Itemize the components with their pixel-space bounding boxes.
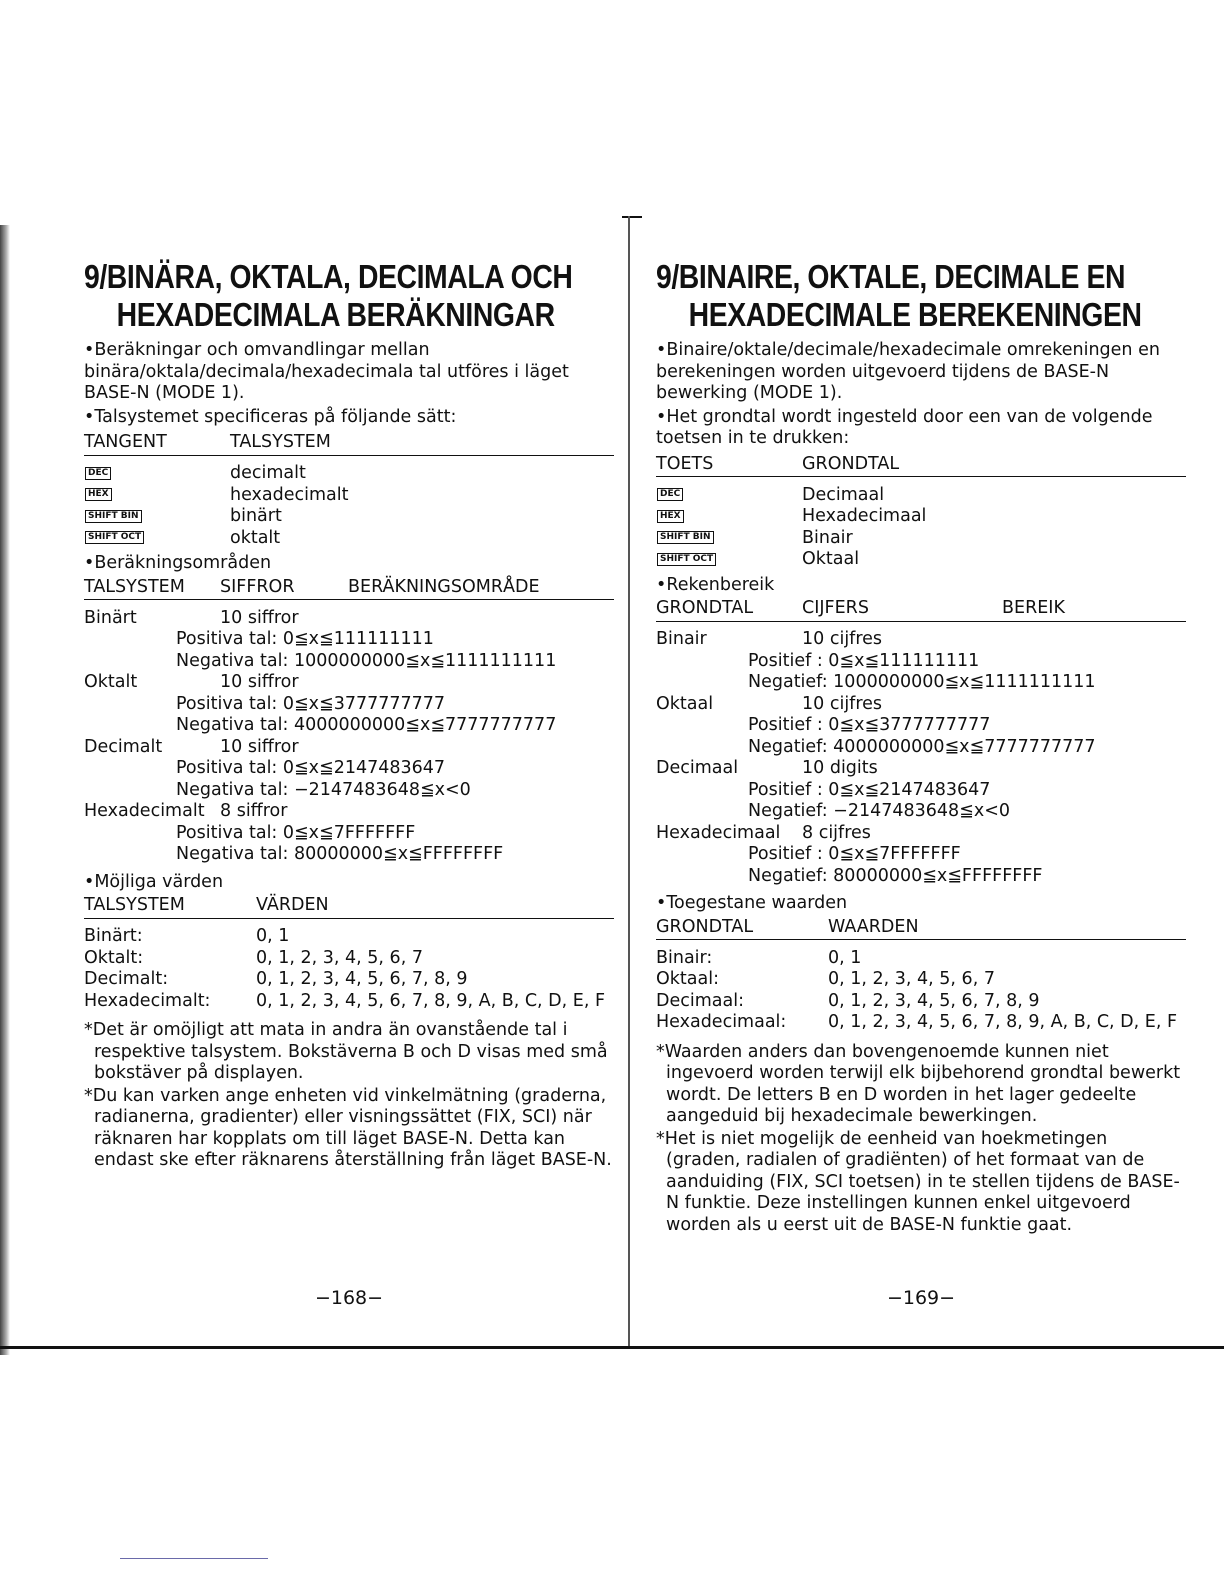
range-negative: Negativa tal: −2147483648≦x<0 <box>176 779 471 800</box>
cell: 0, 1, 2, 3, 4, 5, 6, 7, 8, 9 <box>828 990 1040 1011</box>
cell: Oktalt: <box>84 947 144 968</box>
page-left <box>84 258 614 1309</box>
col-header: BEREIK <box>1002 598 1065 618</box>
dec-key-icon: DEC <box>85 467 111 480</box>
cell: 0, 1 <box>828 947 862 968</box>
range-positive: Positief : 0≦x≦7FFFFFFF <box>748 844 961 864</box>
cell: Oktalt <box>84 672 138 692</box>
note-paragraph: *Het is niet mogelijk de eenheid van hoekmetingen (graden, radialen of gradiënten) of het formaat van de aanduiding (FIX, SCI toetsen) in te stellen tijdens de BASE-N funktie. Deze instellingen kunnen enkel uitgevoerd worden als u eerst uit de BASE-N funktie gaat. <box>656 1128 1180 1235</box>
shift-oct-key-icon: SHIFT OCT <box>657 553 716 566</box>
col-header: BERÄKNINGSOMRÅDE <box>348 576 540 597</box>
cell: Decimaal <box>656 758 739 778</box>
notes <box>84 1020 614 1172</box>
cell: Binärt <box>84 607 137 628</box>
title-line-2: HEXADECIMALA BERÄKNINGAR <box>116 296 555 333</box>
col-header: VÄRDEN <box>256 895 329 915</box>
values-table <box>656 915 1186 1034</box>
values-title: •Möjliga värden <box>84 871 224 892</box>
intro-paragraph-2: •Het grondtal wordt ingesteld door een van de volgende toetsen in te drukken: <box>656 406 1153 448</box>
intro-text: •Binaire/oktale/decimale/hexadecimale omrekeningen en berekeningen worden uitgevoerd tijdens de BASE-N bewerking <box>656 340 1160 403</box>
table-row <box>656 948 1186 970</box>
table-row <box>656 969 1186 991</box>
page-title <box>84 258 573 334</box>
keys-table <box>84 430 614 549</box>
col-header: GRONDTAL <box>656 598 754 618</box>
cell: decimalt <box>230 463 306 483</box>
table-row <box>656 528 1186 550</box>
cell: Binair: <box>656 947 713 968</box>
crop-mark <box>622 216 642 218</box>
cell: Hexadecimalt: <box>84 990 211 1011</box>
page-title <box>656 258 1142 334</box>
cell: Decimalt: <box>84 969 169 989</box>
table-row <box>84 528 614 550</box>
shift-bin-key-icon: SHIFT BIN <box>85 510 142 523</box>
range-negative: Negatief: 80000000≦x≦FFFFFFFF <box>748 865 1043 886</box>
cell: Hexadecimaal <box>802 506 927 526</box>
col-header: TALSYSTEM <box>230 432 331 452</box>
cell: 10 digits <box>802 758 878 778</box>
cell: 10 siffror <box>220 672 299 692</box>
dec-key-icon: DEC <box>657 488 683 501</box>
cell: 0, 1, 2, 3, 4, 5, 6, 7 <box>828 969 995 989</box>
page-number: −169− <box>886 1287 956 1309</box>
title-line-2: HEXADECIMALE BEREKENINGEN <box>688 296 1142 333</box>
cell: oktalt <box>230 527 281 548</box>
scan-binding-edge <box>0 225 10 1355</box>
intro <box>656 340 1186 450</box>
table-row <box>84 926 614 948</box>
ranges-table <box>656 596 1186 887</box>
table-row <box>656 823 1186 845</box>
cell: Hexadecimaal: <box>656 1012 787 1032</box>
cell: Binair <box>802 527 853 548</box>
cell: Oktaal: <box>656 969 719 989</box>
cell: hexadecimalt <box>230 484 349 505</box>
cell: 0, 1, 2, 3, 4, 5, 6, 7, 8, 9, A, B, C, D, E, F <box>256 990 606 1011</box>
table-row <box>656 506 1186 528</box>
cell: 10 siffror <box>220 736 299 757</box>
col-header: CIJFERS <box>802 598 869 618</box>
col-header: TANGENT <box>84 432 167 452</box>
table-row <box>656 485 1186 507</box>
table-row <box>84 506 614 528</box>
table-row <box>656 694 1186 716</box>
cell: Binärt: <box>84 926 143 946</box>
intro-paragraph <box>656 340 1186 405</box>
table-row <box>656 758 1186 780</box>
hex-key-icon: HEX <box>657 510 684 523</box>
cell: 10 cijfres <box>802 693 883 714</box>
notes <box>656 1042 1186 1237</box>
table-row <box>84 608 614 630</box>
table-row <box>656 1012 1186 1034</box>
note-paragraph: *Du kan varken ange enheten vid vinkelmätning (graderna, radianerna, gradienter) eller visningssättet (FIX, SCI) när räknaren har kopplats om till läget BASE-N. Detta kan endast ske efter räknarens återställning från läget BASE-N. <box>84 1085 612 1170</box>
mode-key-sequence: (MODE 1). <box>752 383 843 403</box>
range-positive: Positiva tal: 0≦x≦111111111 <box>176 629 434 649</box>
cell: 0, 1, 2, 3, 4, 5, 6, 7 <box>256 947 423 968</box>
table-row <box>84 737 614 759</box>
shift-oct-key-icon: SHIFT OCT <box>85 531 144 544</box>
col-header: WAARDEN <box>828 916 919 937</box>
range-negative: Negativa tal: 4000000000≦x≦7777777777 <box>176 715 557 735</box>
range-negative: Negatief: 1000000000≦x≦1111111111 <box>748 672 1096 692</box>
ranges-table <box>84 575 614 866</box>
keys-table <box>656 452 1186 571</box>
ranges-title: •Rekenbereik <box>656 574 775 595</box>
col-header: TALSYSTEM <box>84 576 185 597</box>
range-positive: Positief : 0≦x≦111111111 <box>748 650 980 671</box>
table-row <box>84 463 614 485</box>
range-negative: Negativa tal: 1000000000≦x≦1111111111 <box>176 650 557 671</box>
cell: Decimalt <box>84 736 163 757</box>
note-paragraph: *Det är omöjligt att mata in andra än ovanstående tal i respektive talsystem. Bokstäverna B och D visas med små bokstäver på displayen. <box>84 1020 608 1083</box>
cell: 10 cijfres <box>802 629 883 649</box>
intro <box>84 340 614 428</box>
cell: 8 siffror <box>220 801 288 821</box>
intro-paragraph-2: •Talsystemet specificeras på följande sätt: <box>84 406 457 427</box>
col-header: GRONDTAL <box>656 916 754 937</box>
table-row <box>656 549 1186 571</box>
cell: Decimaal: <box>656 990 744 1011</box>
cell: Binair <box>656 629 707 649</box>
cell: 8 cijfres <box>802 822 871 843</box>
center-fold-line <box>628 216 630 1346</box>
range-positive: Positief : 0≦x≦2147483647 <box>748 779 991 800</box>
shift-bin-key-icon: SHIFT BIN <box>657 531 714 544</box>
range-negative: Negativa tal: 80000000≦x≦FFFFFFFF <box>176 844 504 864</box>
values-table <box>84 893 614 1012</box>
values-title: •Toegestane waarden <box>656 893 848 913</box>
table-row <box>656 991 1186 1013</box>
range-positive: Positief : 0≦x≦3777777777 <box>748 715 991 735</box>
table-row <box>84 485 614 507</box>
mode-key-sequence: (MODE 1). <box>155 383 245 403</box>
cell: 0, 1 <box>256 926 290 946</box>
range-negative: Negatief: −2147483648≦x<0 <box>748 801 1010 821</box>
cell: Hexadecimalt <box>84 801 205 821</box>
cell: 0, 1, 2, 3, 4, 5, 6, 7, 8, 9 <box>256 969 468 989</box>
note-paragraph: *Waarden anders dan bovengenoemde kunnen niet ingevoerd worden terwijl elk bijbehorend grondtal bewerkt wordt. De letters B en D worden in het lager gedeelte aangeduid bij hexadecimale bewerkingen. <box>656 1041 1181 1126</box>
table-row <box>84 801 614 823</box>
title-line-1: 9/BINÄRA, OKTALA, DECIMALA OCH <box>84 258 573 295</box>
range-positive: Positiva tal: 0≦x≦2147483647 <box>176 758 446 778</box>
table-row <box>84 969 614 991</box>
cell: binärt <box>230 506 282 526</box>
col-header: GRONDTAL <box>802 453 900 474</box>
cell: 10 siffror <box>220 607 299 628</box>
table-row <box>84 991 614 1013</box>
cell: Decimaal <box>802 484 885 505</box>
cell: Hexadecimaal <box>656 822 781 843</box>
intro-paragraph <box>84 340 614 405</box>
col-header: TOETS <box>656 453 714 474</box>
page-bottom-edge <box>0 1346 1224 1349</box>
scan-artifact-line <box>120 1558 268 1559</box>
cell: 0, 1, 2, 3, 4, 5, 6, 7, 8, 9, A, B, C, D, E, F <box>828 1012 1178 1032</box>
col-header: SIFFROR <box>220 576 295 597</box>
range-positive: Positiva tal: 0≦x≦3777777777 <box>176 693 446 714</box>
intro-text: •Beräkningar och omvandlingar mellan binära/oktala/decimala/hexadecimala tal utföres i läget BASE-N <box>84 340 569 403</box>
range-negative: Negatief: 4000000000≦x≦7777777777 <box>748 736 1096 757</box>
page-right <box>656 258 1186 1309</box>
table-row <box>84 948 614 970</box>
range-positive: Positiva tal: 0≦x≦7FFFFFFF <box>176 822 416 843</box>
table-row <box>84 672 614 694</box>
col-header: TALSYSTEM <box>84 895 185 915</box>
cell: Oktaal <box>802 549 860 569</box>
cell: Oktaal <box>656 693 714 714</box>
title-line-1: 9/BINAIRE, OKTALE, DECIMALE EN <box>656 258 1126 295</box>
ranges-title: •Beräkningsområden <box>84 553 272 573</box>
hex-key-icon: HEX <box>85 488 112 501</box>
table-row <box>656 629 1186 651</box>
page-number: −168− <box>314 1287 384 1309</box>
